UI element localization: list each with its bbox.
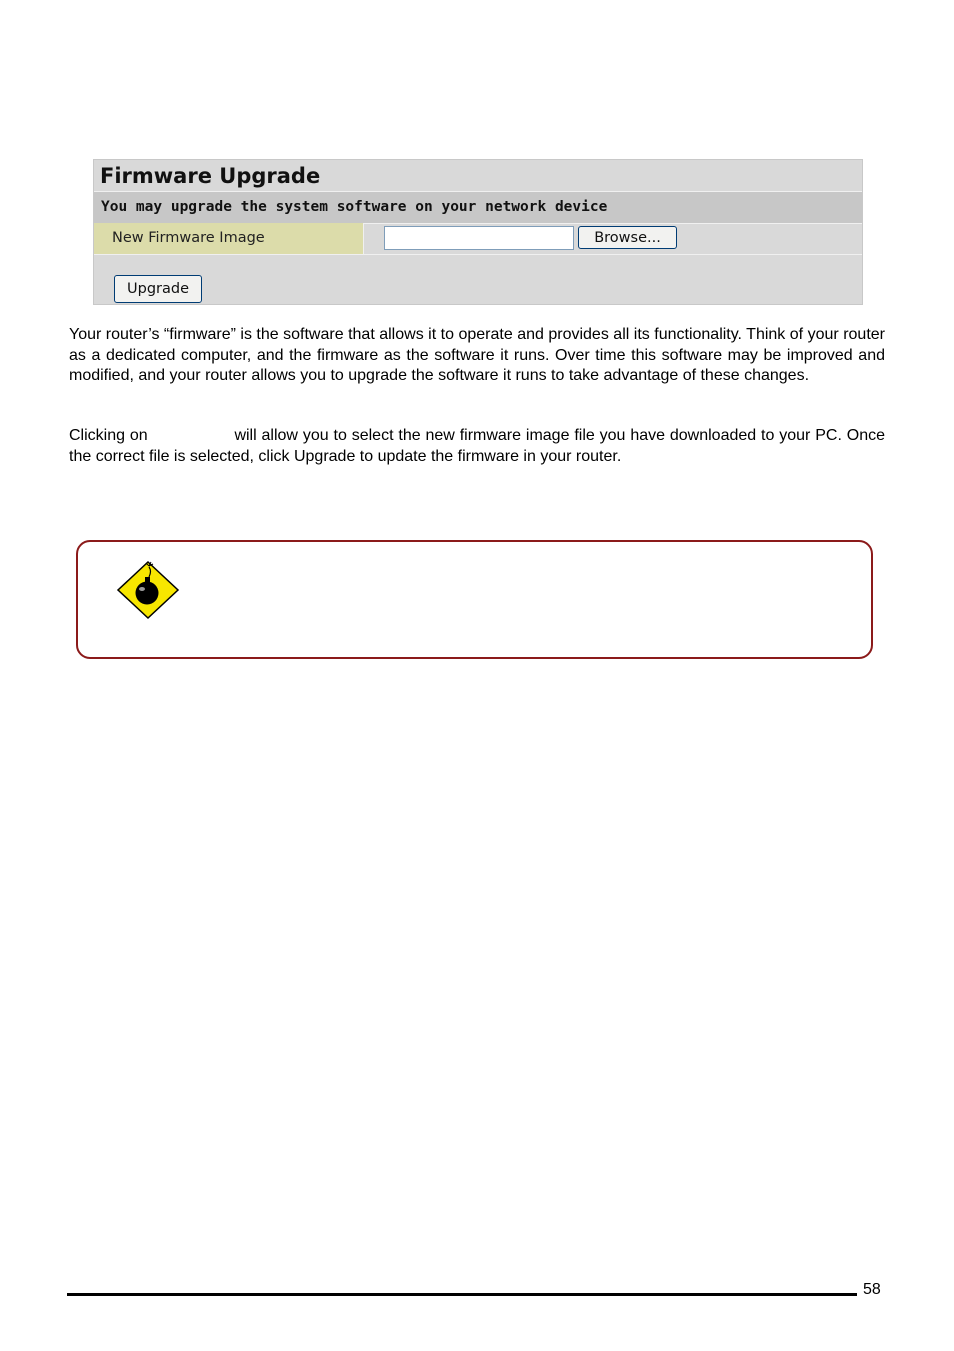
bomb-warning-icon: [116, 560, 180, 620]
footer-rule: [67, 1293, 857, 1296]
field-label: New Firmware Image: [112, 230, 265, 246]
instructions-rest: will allow you to select the new firmware image file you have downloaded to your PC. Once the correct file is selected, click Upgrade to update the firmware in your router.: [69, 427, 886, 465]
firmware-image-row: [94, 223, 862, 255]
field-label-cell: [94, 223, 364, 254]
page-number: 58: [863, 1281, 881, 1298]
panel-subtitle-bar: [94, 191, 862, 224]
firmware-description: Your router’s “firmware” is the software that allows it to operate and provides all its functionality. Think of your router as a dedicated computer, and the firmware as the software it runs. Over time this software may be improved and modified, and your router allows you to upgrade the software it runs to take advantage of these changes.: [69, 326, 885, 384]
firmware-file-input[interactable]: [384, 226, 574, 250]
panel-title: Firmware Upgrade: [100, 164, 321, 188]
browse-instructions: [69, 426, 885, 467]
warning-note-box: [76, 540, 873, 659]
browse-button[interactable]: Browse...: [578, 226, 677, 249]
panel-subtitle: You may upgrade the system software on your network device: [101, 199, 608, 215]
firmware-upgrade-panel: [93, 159, 863, 305]
upgrade-button[interactable]: Upgrade: [114, 275, 202, 303]
instructions-start: Clicking on: [69, 427, 148, 444]
